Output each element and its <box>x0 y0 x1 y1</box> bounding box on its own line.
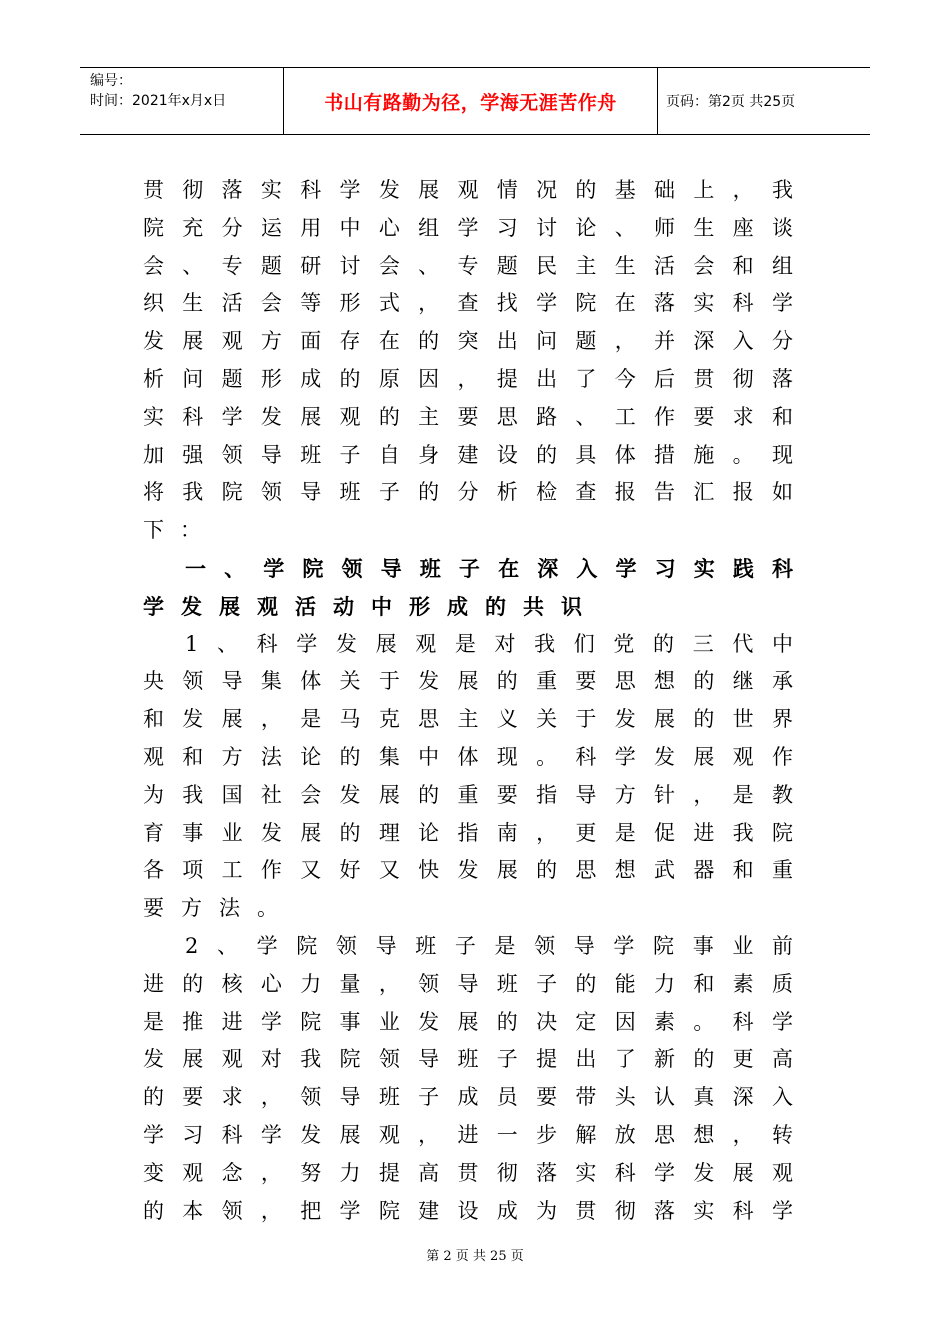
serial-label: 编号： <box>90 73 132 89</box>
body-line: 为我国社会发展的重要指导方针，是教 <box>143 782 793 807</box>
body-line: 各项工作又好又快发展的思想武器和重 <box>143 858 793 883</box>
section-heading: 学发展观活动中形成的共识 <box>143 593 599 619</box>
body-line: 将我院领导班子的分析检查报告汇报如 <box>143 480 793 505</box>
body-line: 要方法。 <box>143 896 295 921</box>
body-line: 的本领，把学院建设成为贯彻落实科学 <box>143 1198 793 1223</box>
header-page-info: 页码：第2页 共25页 <box>666 94 796 110</box>
body-line: 发展观对我院领导班子提出了新的更高 <box>143 1047 793 1072</box>
body-line: 贯彻落实科学发展观情况的基础上，我 <box>143 178 793 202</box>
body-line: 是推进学院事业发展的决定因素。科学 <box>143 1009 793 1034</box>
document-header <box>80 67 870 135</box>
body-line: 实科学发展观的主要思路、工作要求和 <box>143 404 793 429</box>
body-line: 2、学院领导班子是领导学院事业前 <box>185 933 793 958</box>
body-line: 析问题形成的原因，提出了今后贯彻落 <box>143 366 793 391</box>
body-line: 1、科学发展观是对我们党的三代中 <box>185 631 793 656</box>
body-line: 育事业发展的理论指南，更是促进我院 <box>143 820 793 845</box>
body-line: 织生活会等形式，查找学院在落实科学 <box>143 291 793 316</box>
document-body <box>143 172 793 1230</box>
body-line: 和发展，是马克思主义关于发展的世界 <box>143 707 793 732</box>
time-label: 时间：2021年x月x日 <box>90 93 227 109</box>
body-line: 下： <box>143 518 217 543</box>
section-heading: 一、学院领导班子在深入学习实践科 <box>185 555 793 581</box>
header-motto: 书山有路勤为径，学海无涯苦作舟 <box>283 68 658 134</box>
body-line: 变观念，努力提高贯彻落实科学发展观 <box>143 1160 793 1185</box>
body-line: 观和方法论的集中体现。科学发展观作 <box>143 744 793 769</box>
body-line: 学习科学发展观，进一步解放思想，转 <box>143 1122 793 1147</box>
body-line: 发展观方面存在的突出问题，并深入分 <box>143 329 793 354</box>
body-line: 加强领导班子自身建设的具体措施。现 <box>143 442 793 467</box>
header-meta <box>80 68 283 134</box>
page-footer: 第 2 页 共 25 页 <box>426 1249 524 1264</box>
body-line: 的要求，领导班子成员要带头认真深入 <box>143 1085 793 1110</box>
body-line: 会、专题研讨会、专题民主生活会和组 <box>143 253 793 278</box>
body-line: 央领导集体关于发展的重要思想的继承 <box>143 669 793 694</box>
body-line: 院充分运用中心组学习讨论、师生座谈 <box>143 215 793 240</box>
body-line: 进的核心力量，领导班子的能力和素质 <box>143 971 793 996</box>
